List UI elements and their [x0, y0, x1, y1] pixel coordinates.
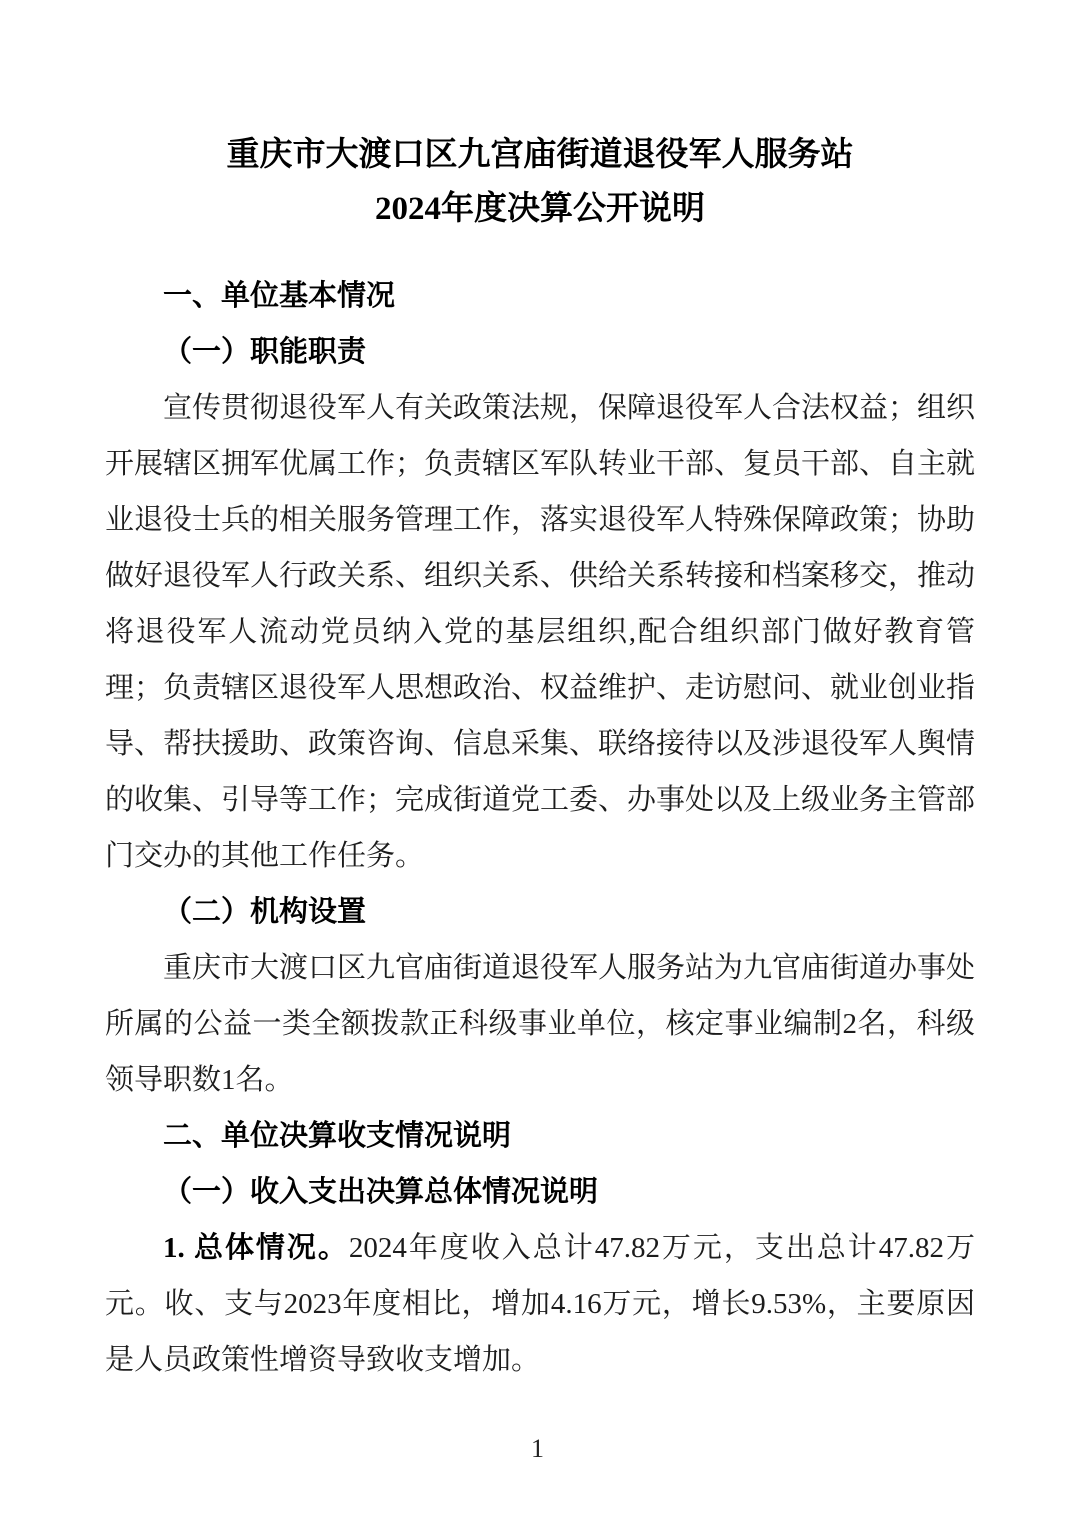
subheading-income-expense-overall: （一）收入支出决算总体情况说明: [163, 1176, 599, 1208]
section-heading-budget-overview: 二、单位决算收支情况说明: [163, 1120, 512, 1152]
document-title-line2: 2024年度决算公开说明: [375, 191, 705, 227]
document-content: [105, 0, 975, 1388]
paragraph-duties: 宣传贯彻退役军人有关政策法规，保障退役军人合法权益；组织开展辖区拥军优属工作；负责辖区军队转业干部、复员干部、自主就业退役士兵的相关服务管理工作，落实退役军人特殊保障政策；协助做好退役军人行政关系、组织关系、供给关系转接和档案移交，推动将退役军人流动党员纳入党的基层组织,配合组织部门做好教育管理；负责辖区退役军人思想政治、权益维护、走访慰问、就业创业指导、帮扶援助、政策咨询、信息采集、联络接待以及涉退役军人舆情的收集、引导等工作；完成街道党工委、办事处以及上级业务主管部门交办的其他工作任务。: [105, 392, 976, 872]
subheading-organization: （二）机构设置: [163, 896, 367, 928]
document-title-line1: 重庆市大渡口区九宫庙街道退役军人服务站: [226, 137, 854, 173]
paragraph-overall-situation: [105, 1220, 975, 1388]
page-number: 1: [531, 1434, 544, 1463]
section-heading-basic-info: 一、单位基本情况: [163, 280, 396, 312]
paragraph-overall-text: 2024年度收入总计47.82万元，支出总计47.82万元。收、支与2023年度相比，增加4.16万元，增长9.53%，主要原因是人员政策性增资导致收支增加。: [105, 1232, 975, 1376]
subheading-duties: （一）职能职责: [163, 336, 367, 368]
paragraph-organization: 重庆市大渡口区九官庙街道退役军人服务站为九官庙街道办事处所属的公益一类全额拨款正科级事业单位，核定事业编制2名，科级领导职数1名。: [105, 952, 976, 1096]
paragraph-overall-lead: 1. 总体情况。: [163, 1232, 349, 1264]
document-title: [105, 0, 975, 236]
